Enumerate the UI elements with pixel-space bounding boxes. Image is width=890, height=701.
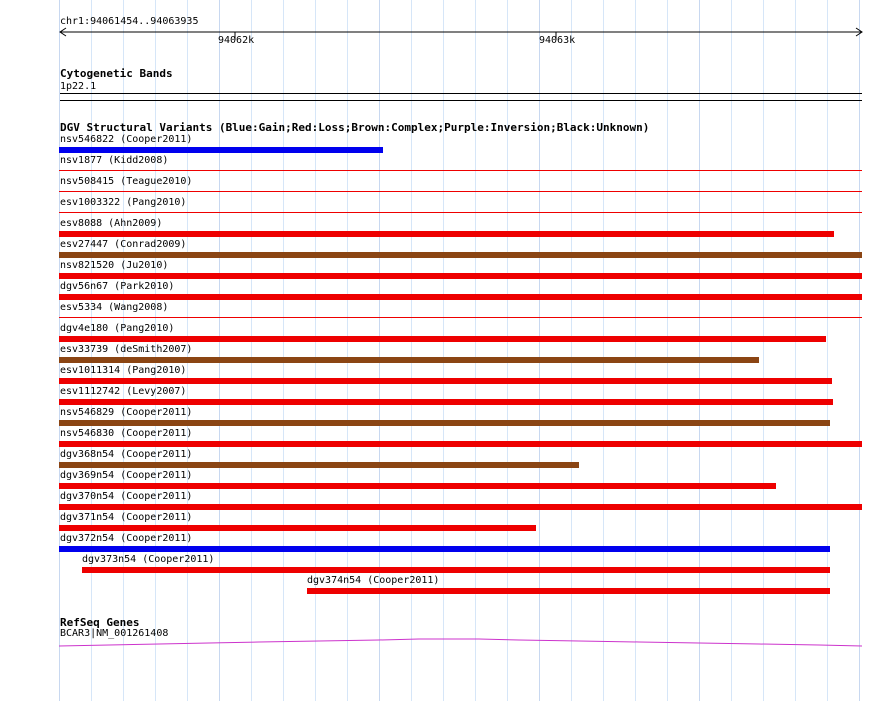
refseq-gene-label[interactable]: BCAR3|NM_001261408	[60, 628, 169, 639]
dgv-feature-bar[interactable]	[59, 441, 862, 447]
dgv-feature-label[interactable]: esv33739 (deSmith2007)	[60, 344, 193, 355]
dgv-feature-label[interactable]: dgv373n54 (Cooper2011)	[82, 554, 215, 565]
dgv-feature-label[interactable]: esv5334 (Wang2008)	[60, 302, 169, 313]
dgv-feature-label[interactable]: esv1112742 (Levy2007)	[60, 386, 187, 397]
dgv-feature-label[interactable]: dgv374n54 (Cooper2011)	[307, 575, 440, 586]
cytoband-track-title[interactable]: Cytogenetic Bands	[60, 67, 173, 80]
cytoband-label: 1p22.1	[60, 81, 97, 92]
dgv-feature-bar[interactable]	[59, 317, 862, 318]
dgv-feature-bar[interactable]	[59, 231, 834, 237]
dgv-feature-bar[interactable]	[59, 483, 776, 489]
dgv-feature-label[interactable]: dgv370n54 (Cooper2011)	[60, 491, 193, 502]
dgv-feature-bar[interactable]	[307, 588, 830, 594]
dgv-feature-label[interactable]: nsv508415 (Teague2010)	[60, 176, 193, 187]
dgv-feature-bar[interactable]	[82, 567, 830, 573]
dgv-feature-bar[interactable]	[59, 525, 536, 531]
dgv-feature-label[interactable]: esv8088 (Ahn2009)	[60, 218, 163, 229]
dgv-feature-bar[interactable]	[59, 357, 759, 363]
dgv-feature-label[interactable]: dgv371n54 (Cooper2011)	[60, 512, 193, 523]
dgv-feature-bar[interactable]	[59, 212, 862, 213]
dgv-feature-bar[interactable]	[59, 462, 579, 468]
ruler-scale	[57, 26, 865, 42]
dgv-feature-label[interactable]: nsv821520 (Ju2010)	[60, 260, 169, 271]
refseq-track-title[interactable]: RefSeq Genes	[60, 616, 140, 629]
dgv-feature-bar[interactable]	[59, 399, 833, 405]
dgv-feature-label[interactable]: nsv546829 (Cooper2011)	[60, 407, 193, 418]
dgv-feature-bar[interactable]	[59, 294, 862, 300]
dgv-feature-bar[interactable]	[59, 336, 826, 342]
dgv-feature-label[interactable]: dgv372n54 (Cooper2011)	[60, 533, 193, 544]
dgv-feature-bar[interactable]	[59, 252, 862, 258]
dgv-feature-bar[interactable]	[59, 191, 862, 192]
ruler-range-label: chr1:94061454..94063935	[60, 16, 199, 27]
dgv-feature-bar[interactable]	[59, 170, 862, 171]
ruler-tick-94062k: 94062k	[218, 35, 255, 46]
dgv-feature-bar[interactable]	[59, 504, 862, 510]
dgv-feature-label[interactable]: nsv546830 (Cooper2011)	[60, 428, 193, 439]
dgv-feature-label[interactable]: dgv56n67 (Park2010)	[60, 281, 175, 292]
dgv-feature-label[interactable]: dgv4e180 (Pang2010)	[60, 323, 175, 334]
dgv-feature-label[interactable]: esv27447 (Conrad2009)	[60, 239, 187, 250]
dgv-feature-label[interactable]: dgv368n54 (Cooper2011)	[60, 449, 193, 460]
cytoband-line-bottom	[60, 100, 862, 101]
dgv-feature-bar[interactable]	[59, 147, 383, 153]
dgv-feature-bar[interactable]	[59, 273, 862, 279]
dgv-track-title[interactable]: DGV Structural Variants (Blue:Gain;Red:Loss;Brown:Complex;Purple:Inversion;Black:Unknown)	[60, 121, 650, 134]
dgv-feature-label[interactable]: dgv369n54 (Cooper2011)	[60, 470, 193, 481]
dgv-feature-label[interactable]: nsv1877 (Kidd2008)	[60, 155, 169, 166]
dgv-feature-label[interactable]: esv1003322 (Pang2010)	[60, 197, 187, 208]
dgv-feature-bar[interactable]	[59, 378, 832, 384]
dgv-feature-bar[interactable]	[59, 420, 830, 426]
cytoband-line-top	[60, 93, 862, 94]
refseq-gene-line[interactable]	[59, 638, 863, 648]
dgv-feature-label[interactable]: nsv546822 (Cooper2011)	[60, 134, 193, 145]
dgv-feature-bar[interactable]	[59, 546, 830, 552]
ruler-tick-94063k: 94063k	[539, 35, 576, 46]
dgv-feature-label[interactable]: esv1011314 (Pang2010)	[60, 365, 187, 376]
